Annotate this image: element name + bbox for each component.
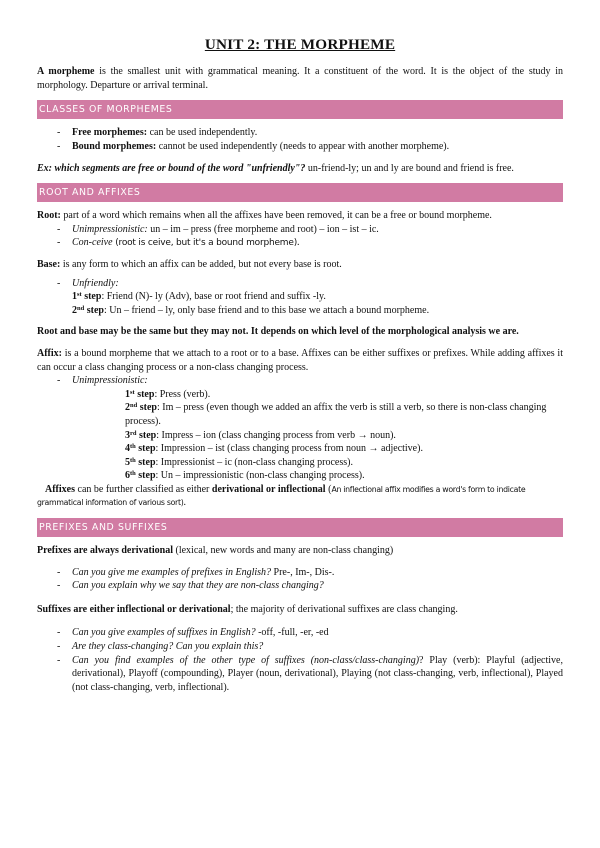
step-line [72,290,563,304]
affixes-note: An inflectional affix modifies a word's form to indicate [331,484,526,494]
affix-paragraph [37,347,563,374]
step-ordinal: th [130,470,136,478]
step-line [37,442,563,456]
step-ordinal: st [130,388,135,396]
step-text: : Press (verb). [154,388,211,400]
step-word: step [81,291,102,303]
prefix-questions-list [37,566,563,593]
list-item [57,277,563,291]
step-text: : Friend (N)- ly (Adv), base or root friend and suffix -ly. [101,291,326,303]
affix-examples-list [37,374,563,388]
question: Can you find examples of the other type of suffixes (non-class/class-changing) [72,654,420,666]
unimp-label: Unimpressionistic: [72,223,148,235]
step-word: step [137,402,157,414]
intro-term: A morpheme [37,66,95,78]
base-paragraph [37,258,563,272]
section-heading-prefixes: PREFIXES AND SUFFIXES [37,518,563,537]
conceive-note: (root is ceive, but it's a bound morpheme) [112,238,298,249]
answer: -off, -full, -er, -ed [255,627,329,639]
bound-text: cannot be used independently (needs to appear with another morpheme). [156,141,450,153]
base-term: Base: [37,258,61,270]
base-examples-list [37,277,563,291]
step-text: : Un – impressionistic (non-class changing process). [155,470,365,482]
answer: ? Play (verb): Playful (adjective, derivational), Playoff (compounding), Player (noun, derivational), Playing (not class-changing, verb, inflectional), Played (not class-changing, verb, inflectional). [72,654,563,693]
root-term: Root: [37,210,61,222]
step-number: 6 [125,470,130,482]
step-number: 3 [125,429,130,441]
affixes-paren: ( [325,483,332,495]
affixes-classification [37,483,563,497]
free-term: Free morphemes: [72,127,148,139]
step-text: : Impressionist – ic (non-class changing process). [155,456,353,468]
list-item [57,640,563,654]
step-line [37,429,563,443]
list-item [57,140,563,154]
affixes-note2: grammatical information of various sort) [37,498,184,508]
page-title: UNIT 2: THE MORPHEME [204,36,396,53]
list-item [57,626,563,640]
unimp-text: un – im – press (free morpheme and root) – ion – ist – ic. [147,223,379,235]
affix-text: is a bound morpheme that we attach to a root or to a base. Affixes can be either suffixes or prefixes. While adding affixes it can occur a class changing process or a non-class changing process. [37,347,563,373]
affixes-end: . [183,497,186,509]
suffix-term: Suffixes are either inflectional or derivational [37,603,231,615]
prefix-paragraph [37,544,563,558]
affix-term: Affix: [37,347,62,359]
root-text: part of a word which remains when all the affixes have been removed, it can be a free or bound morpheme. [60,210,492,222]
intro-paragraph [37,65,563,92]
step-ordinal: th [130,456,136,464]
affixes-term: Affixes [45,483,75,495]
prefix-text: (lexical, new words and many are non-class changing) [173,545,394,557]
unfriendly-label: Unfriendly: [72,277,119,289]
step-number: 2 [72,304,77,316]
step-line [37,388,563,402]
question: Can you give examples of suffixes in English? [72,627,256,639]
step-line [37,456,563,470]
step-word: step [84,304,104,316]
step-word: step [135,470,156,482]
bold-statement: Root and base may be the same but they may not. It depends on which level of the morphological analysis we are. [37,326,519,338]
step-number: 1 [125,388,130,400]
step-word: step [134,388,155,400]
example-question: Ex: which segments are free or bound of the word "unfriendly"? [37,162,306,174]
step-ordinal: rd [130,429,137,437]
root-base-statement [37,325,563,339]
step-line [72,304,563,318]
list-item [57,374,563,388]
example-answer: un-friend-ly; un and ly are bound and friend is free. [305,162,514,174]
conceive-label: Con-ceive [72,237,113,249]
intro-text: is the smallest unit with grammatical meaning. It a constituent of the word. It is the object of the study in morphology. Departure or arrival terminal. [37,66,563,91]
suffix-text: ; the majority of derivational suffixes are class changing. [230,603,458,615]
step-ordinal: st [77,291,82,299]
step-word: step [135,456,156,468]
morpheme-classes-list [37,126,563,153]
list-item [57,579,563,593]
unfriendly-steps [37,290,563,317]
root-paragraph [37,209,563,223]
list-item [57,223,563,237]
document-content [37,36,563,694]
step-text: : Impression – ist (class changing process from noun → adjective). [155,443,423,455]
suffix-paragraph [37,603,563,617]
question: Can you explain why we say that they are non-class changing? [72,580,324,592]
list-item [57,566,563,580]
root-examples-list [37,223,563,250]
step-number: 2 [125,402,130,414]
step-ordinal: nd [77,304,85,312]
section-heading-classes: CLASSES OF MORPHEMES [37,100,563,119]
answer: Pre-, Im-, Dis-. [271,566,335,578]
step-text: : Un – friend – ly, only base friend and to this base we attach a bound morpheme. [103,304,430,316]
step-word: step [135,443,156,455]
step-text: : Impress – ion (class changing process from verb → noun). [156,429,396,441]
unimp-steps [37,388,563,483]
step-word: step [136,429,157,441]
list-item [57,654,563,695]
step-ordinal: th [130,443,136,451]
list-item [57,236,563,250]
question: Are they class-changing? Can you explain this? [72,641,264,653]
free-text: can be used independently. [147,127,258,139]
affixes-text: can be further classified as either [75,483,212,495]
bound-term: Bound morphemes: [72,141,157,153]
prefix-term: Prefixes are always derivational [37,545,173,557]
step-ordinal: nd [130,402,138,410]
step-number: 4 [125,443,130,455]
unimp2-label: Unimpressionistic: [72,375,148,387]
affixes-term2: derivational or inflectional [211,483,326,495]
step-line [37,469,563,483]
list-item [57,126,563,140]
section-heading-root: ROOT AND AFFIXES [37,183,563,202]
conceive-end: . [297,237,300,249]
affixes-classification-cont [37,496,563,510]
step-line [37,401,563,428]
step-text: : Im – press (even though we added an affix the verb is still a verb, so there is non-class changing process). [125,402,547,427]
example-paragraph [37,162,563,176]
suffix-questions-list [37,626,563,694]
base-text: is any form to which an affix can be added, but not every base is root. [60,258,342,270]
step-number: 1 [72,291,77,303]
question: Can you give me examples of prefixes in English? [72,566,272,578]
step-number: 5 [125,456,130,468]
